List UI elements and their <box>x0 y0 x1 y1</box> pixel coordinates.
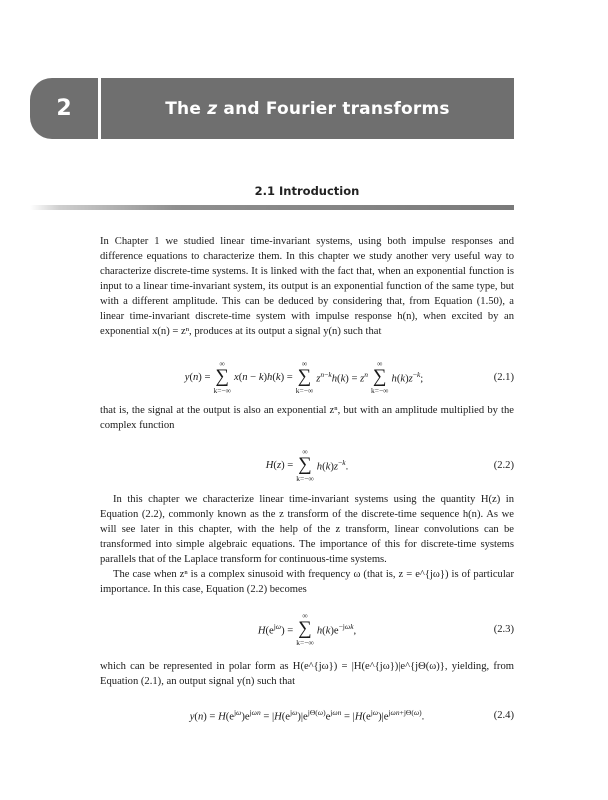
summation-1: ∞ ∑ k=−∞ <box>213 359 231 395</box>
chapter-title-italic: z <box>207 98 218 119</box>
equation-2-2: H(z) = ∞ ∑ k=−∞ $h(k)z^{-k}$. (2.2) <box>265 447 514 483</box>
equation-number-2-3: (2.3) <box>493 623 514 635</box>
chapter-title-prefix: The <box>165 98 208 119</box>
chapter-number: 2 <box>56 96 72 121</box>
equation-number-2-4: (2.4) <box>493 709 514 721</box>
paragraph-1: In Chapter 1 we studied linear time-invariant systems, using both impulse responses and difference equations to characterize them. In this chapter we study another very useful way to characterize discrete-time systems. It is linked with the fact that, when an exponential function is input to a linear time-invariant system, its output is an exponential function of the same type, but with a different amplitude. This can be deduced by considering that, from Equation (1.50), a linear time-invariant discrete-time system with impulse response h(n), when excited by an exponential x(n) = zⁿ, produces at its output a signal y(n) such that <box>100 236 514 337</box>
section-rule <box>30 205 514 210</box>
paragraph-4: The case when zⁿ is a complex sinusoid with frequency ω (that is, z = e^{jω}) is of particular importance. In this case, Equation (2.2) becomes <box>100 569 514 595</box>
chapter-title <box>101 78 514 139</box>
equation-number-2-2: (2.2) <box>493 459 514 471</box>
paragraph-3: In this chapter we characterize linear time-invariant systems using the quantity H(z) in Equation (2.2), commonly known as the z transform of the discrete-time sequence h(n). As we will see later in this chapter, with the help of the z transform, linear convolutions can be transformed into simple algebraic equations. The importance of this for discrete-time systems parallels that of the Laplace transform for continuous-time systems. <box>100 494 514 565</box>
equation-2-4: $y(n) = H(e^{j\omega})e^{j\omega n} = |H(e^{j\omega})|e^{j\Theta(\omega)}e^{j\omega n} = |H(e^{j\omega})|e^{j\omega n+j\Theta(\omega)}$. (2.4) <box>189 707 514 723</box>
equation-2-3: $H(e^{j\omega})$ = ∞ ∑ k=−∞ $h(k)e^{-j\omega k}$, (2.3) <box>257 611 514 647</box>
chapter-title-suffix: and Fourier transforms <box>217 98 450 119</box>
equation-2-1: y(n) = ∞ ∑ k=−∞ x(n − k)h(k) = ∞ ∑ k=−∞ $z^{n-k}h(k) = z^n$ ∞ ∑ k=−∞ $h(k)z^{-k}$; (2.1) <box>184 359 514 395</box>
paragraph-2: that is, the signal at the output is also an exponential zⁿ, but with an amplitude multiplied by the complex function <box>100 405 514 431</box>
section-title: 2.1 Introduction <box>254 184 360 198</box>
equation-number-2-1: (2.1) <box>493 371 514 383</box>
paragraph-5: which can be represented in polar form as H(e^{jω}) = |H(e^{jω})|e^{jΘ(ω)}, yielding, from Equation (2.1), an output signal y(n) such that <box>100 661 514 687</box>
